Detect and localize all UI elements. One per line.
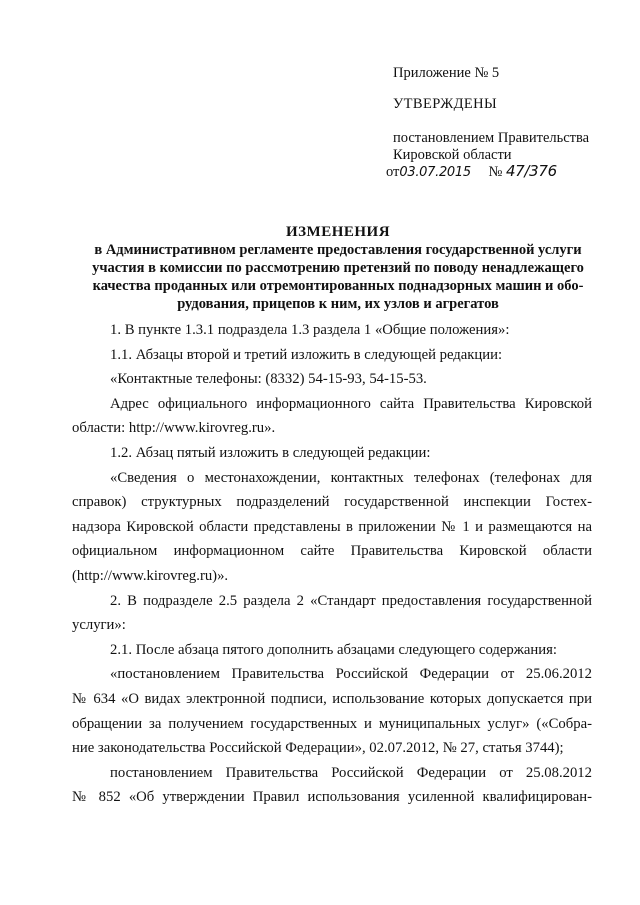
paragraph xyxy=(72,392,592,441)
document-title xyxy=(60,223,616,313)
title-line: рудования, прицепов к ним, их узлов и агрегатов xyxy=(177,296,499,312)
paragraph: 1.2. Абзац пятый изложить в следующей редакции: xyxy=(110,444,431,461)
approved-label: УТВЕРЖДЕНЫ xyxy=(393,96,498,112)
paragraph: 1.1. Абзацы второй и третий изложить в следующей редакции: xyxy=(110,346,503,363)
paragraph-line: (http://www.kirovreg.ru)». xyxy=(72,567,229,584)
title-line: качества проданных или отремонтированных поднадзорных машин и обо- xyxy=(92,278,584,294)
paragraph-line: «постановлением Правительства Российской Федерации от 25.06.2012 xyxy=(110,666,592,683)
document-body xyxy=(72,318,592,810)
paragraph-line: «Сведения о местонахождении, контактных телефонах (телефонах для xyxy=(110,469,592,486)
paragraph-line: 2. В подразделе 2.5 раздела 2 «Стандарт предоставления государственной xyxy=(110,592,592,609)
decree-date-row xyxy=(386,163,586,181)
date-prefix: от xyxy=(386,164,400,180)
paragraph-line: Адрес официального информационного сайта Правительства Кировской xyxy=(110,395,592,412)
paragraph-line: услуги»: xyxy=(72,617,126,634)
paragraph-line: обращении за получением государственных и муниципальных услуг» («Собра- xyxy=(72,715,592,732)
paragraph-line: № 634 «О видах электронной подписи, использование которых допускается при xyxy=(72,690,592,707)
paragraph: 2.1. После абзаца пятого дополнить абзацами следующего содержания: xyxy=(110,641,557,658)
paragraph xyxy=(72,589,592,638)
title-main: ИЗМЕНЕНИЯ xyxy=(285,224,391,240)
paragraph-line: официальном информационном сайте Правительства Кировской области xyxy=(72,543,592,560)
number-prefix: № xyxy=(488,164,503,180)
paragraph-line: ние законодательства Российской Федерации», 02.07.2012, № 27, статья 3744); xyxy=(72,740,564,757)
paragraph-line: справок) структурных подразделений государственной инспекции Гостех- xyxy=(72,494,592,511)
handwritten-number: 47/376 xyxy=(505,162,557,180)
paragraph: «Контактные телефоны: (8332) 54-15-93, 54-15-53. xyxy=(110,371,427,388)
paragraph xyxy=(72,662,592,760)
title-line: в Административном регламенте предоставления государственной услуги xyxy=(94,242,582,258)
paragraph-line: № 852 «Об утверждении Правил использования усиленной квалифицирован- xyxy=(72,789,592,806)
appendix-label: Приложение № 5 xyxy=(393,65,500,81)
paragraph-line: постановлением Правительства Российской Федерации от 25.08.2012 xyxy=(110,764,592,781)
decree-line-2: Кировской области xyxy=(393,147,512,163)
paragraph-line: области: http://www.kirovreg.ru». xyxy=(72,420,276,437)
paragraph: 1. В пункте 1.3.1 подраздела 1.3 раздела 1 «Общие положения»: xyxy=(110,322,510,338)
title-line: участия в комиссии по рассмотрению претензий по поводу ненадлежащего xyxy=(92,260,584,276)
paragraph xyxy=(72,761,592,810)
decree-line-1: постановлением Правительства xyxy=(393,130,590,146)
paragraph-line: надзора Кировской области представлены в приложении № 1 и размещаются на xyxy=(72,518,592,535)
paragraph xyxy=(72,466,592,589)
handwritten-date: 03.07.2015 xyxy=(399,165,471,180)
